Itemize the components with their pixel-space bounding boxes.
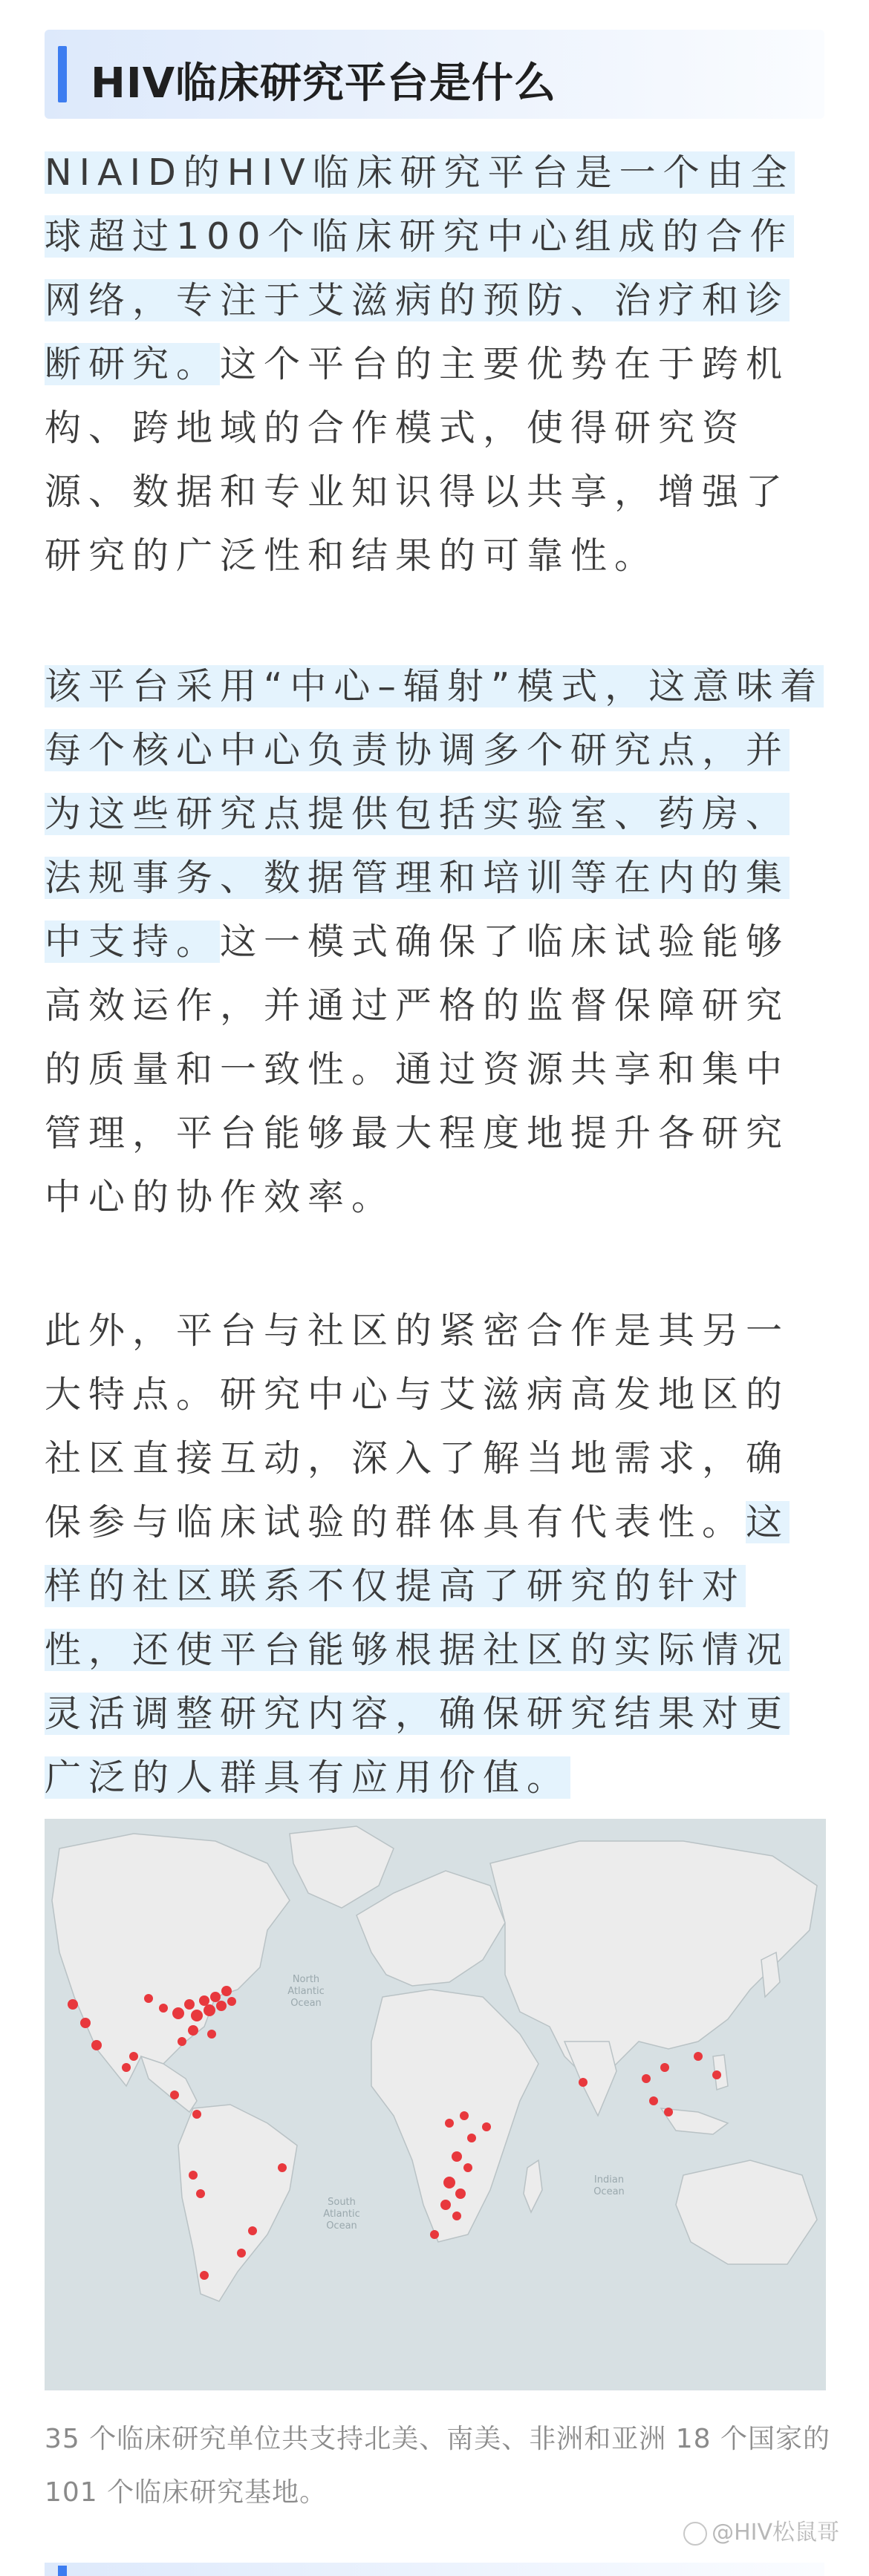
paragraph-text: 此外，平台与社区的紧密合作是其另一大特点。研究中心与艾滋病高发地区的社区直接互动，深入了解当地需求，确保参与临床试验的群体具有代表性。 [45, 1310, 790, 1543]
paragraph-community [45, 1299, 826, 1810]
land-greenland [290, 1826, 394, 1908]
site-marker [221, 1986, 232, 1996]
site-marker [463, 2163, 472, 2172]
site-marker [68, 1999, 78, 2010]
paragraph-text: 这个平台的主要优势在于跨机构、跨地域的合作模式，使得研究资源、数据和专业知识得以共享，增强了研究的广泛性和结果的可靠性。 [45, 343, 790, 577]
site-marker [467, 2134, 476, 2142]
site-marker [227, 1997, 236, 2006]
highlighted-text: 该平台采用“中心–辐射”模式，这意味着每个核心中心负责协调多个研究点，并为这些研究点提供包括实验室、药房、法规事务、数据管理和培训等在内的集中支持。 [45, 665, 824, 963]
land-india [564, 2041, 616, 2116]
site-marker [278, 2163, 287, 2172]
land-north-america [52, 1834, 290, 2086]
land-south-america [178, 2105, 297, 2301]
paragraph-platform-intro [45, 141, 826, 588]
site-marker [207, 2030, 216, 2039]
site-marker [199, 1995, 209, 2006]
site-marker [452, 2151, 462, 2162]
site-marker [642, 2074, 651, 2083]
land-japan [761, 1952, 780, 1997]
site-marker [191, 2010, 203, 2021]
land-madagascar [524, 2160, 542, 2212]
land-africa [371, 1990, 538, 2242]
site-marker [200, 2271, 209, 2280]
site-marker [649, 2096, 658, 2105]
site-marker [452, 2211, 461, 2220]
site-marker [440, 2200, 451, 2210]
highlighted-text: 这样的社区联系不仅提高了研究的针对性，还使平台能够根据社区的实际情况灵活调整研究内容，确保研究结果对更广泛的人群具有应用价值。 [45, 1501, 790, 1799]
site-marker [188, 2025, 198, 2036]
heading-accent-bar [58, 2566, 67, 2576]
site-marker [80, 2018, 91, 2028]
site-marker [192, 2110, 201, 2119]
paragraph-text: 这一模式确保了临床试验能够高效运作，并通过严格的监督保障研究的质量和一致性。通过资源共享和集中管理，平台能够最大程度地提升各研究中心的协作效率。 [45, 921, 790, 1218]
site-marker [216, 2001, 227, 2011]
site-marker [712, 2070, 721, 2079]
site-marker [664, 2108, 673, 2116]
site-marker [184, 1999, 195, 2010]
site-marker [460, 2111, 469, 2120]
site-marker [129, 2052, 138, 2061]
land-australia [676, 2160, 817, 2264]
site-marker [237, 2249, 246, 2258]
section-heading [45, 30, 824, 119]
site-marker [172, 2007, 184, 2019]
world-map-svg [45, 1819, 826, 2390]
site-marker [445, 2119, 454, 2128]
site-marker [455, 2188, 466, 2199]
ocean-label: Ocean [290, 1998, 322, 2009]
ocean-label: Ocean [593, 2186, 625, 2197]
site-marker [91, 2040, 102, 2050]
site-marker [170, 2090, 179, 2099]
world-map-research-sites [45, 1819, 826, 2390]
heading-accent-bar [58, 46, 67, 102]
site-marker [694, 2052, 703, 2061]
watermark-text: @HIV松鼠哥 [712, 2520, 839, 2546]
weibo-logo-icon [683, 2522, 707, 2546]
site-marker [430, 2230, 439, 2239]
site-marker [159, 2004, 168, 2013]
site-marker [196, 2189, 205, 2198]
site-marker [210, 1992, 221, 2002]
next-section-heading-edge [45, 2563, 824, 2576]
ocean-label: Ocean [326, 2220, 357, 2232]
site-marker [189, 2171, 198, 2180]
ocean-label: Indian [593, 2174, 625, 2186]
section-title: HIV临床研究平台是什么 [91, 59, 557, 108]
ocean-label: South [328, 2197, 356, 2208]
map-caption: 35 个临床研究单位共支持北美、南美、非洲和亚洲 18 个国家的 101 个临床研究基地。 [45, 2424, 830, 2508]
site-marker [482, 2122, 491, 2131]
watermark [683, 2514, 839, 2546]
site-marker [178, 2037, 186, 2046]
site-marker [248, 2226, 257, 2235]
site-marker [579, 2078, 588, 2087]
paragraph-hub-spoke-model [45, 655, 826, 1229]
land-central-america [141, 2056, 197, 2112]
site-marker [660, 2063, 669, 2072]
site-marker [204, 2004, 215, 2016]
ocean-label: Atlantic [323, 2209, 360, 2220]
site-marker [122, 2063, 131, 2072]
site-marker [443, 2177, 455, 2188]
highlighted-text: NIAID的HIV临床研究平台是一个由全球超过100个临床研究中心组成的合作网络，专注于艾滋病的预防、治疗和诊断研究。 [45, 151, 795, 385]
ocean-label: North [292, 1974, 320, 1985]
land-europe [357, 1871, 505, 1986]
site-marker [144, 1994, 153, 2003]
ocean-label: Atlantic [287, 1986, 325, 1997]
